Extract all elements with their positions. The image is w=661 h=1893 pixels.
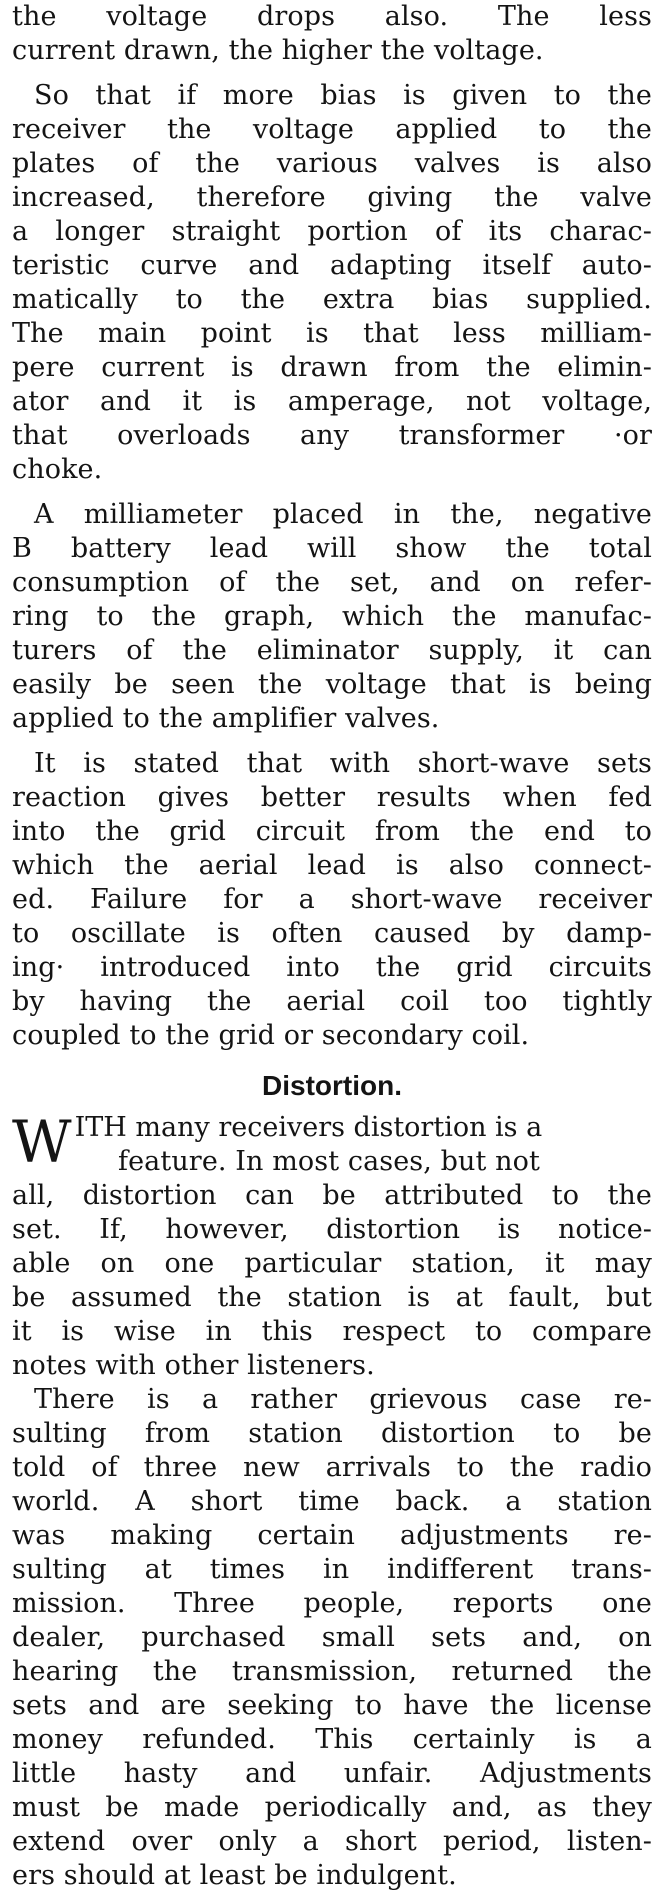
text-line: sulting at times in indifferent trans-	[12, 1554, 652, 1585]
distortion-paragraph-1	[12, 1108, 652, 1383]
text-line: a longer straight portion of its charac-	[12, 216, 652, 247]
text-line: that overloads any transformer ·or	[12, 420, 652, 451]
distortion-paragraph-2	[12, 1383, 652, 1893]
text-line: little hasty and unfair. Adjustments	[12, 1758, 652, 1789]
text-line: It is stated that with short-wave sets	[34, 748, 652, 779]
text-line: turers of the eliminator supply, it can	[12, 635, 652, 666]
text-line: teristic curve and adapting itself auto-	[12, 250, 652, 281]
text-line: all, distortion can be attributed to the	[12, 1180, 652, 1211]
text-line: notes with other listeners.	[12, 1350, 375, 1381]
text-line: pere current is drawn from the elimin-	[12, 352, 652, 383]
section-heading: Distortion.	[262, 1070, 402, 1101]
text-line: increased, therefore giving the valve	[12, 182, 652, 213]
text-line: dealer, purchased small sets and, on	[12, 1622, 652, 1653]
text-line: to oscillate is often caused by damp-	[12, 918, 652, 949]
text-line: feature. In most cases, but not	[118, 1146, 540, 1177]
text-line: current drawn, the higher the voltage.	[12, 35, 544, 66]
text-line: plates of the various valves is also	[12, 148, 652, 179]
text-line: receiver the voltage applied to the	[12, 114, 652, 145]
text-line: which the aerial lead is also connect-	[12, 850, 652, 881]
drop-cap: W	[12, 1108, 72, 1176]
text-line: extend over only a short period, listen-	[12, 1826, 652, 1857]
text-line: choke.	[12, 454, 103, 485]
text-line: ed. Failure for a short-wave receiver	[12, 884, 652, 915]
text-line: mission. Three people, reports one	[12, 1588, 652, 1619]
text-line: able on one particular station, it may	[12, 1248, 652, 1279]
article-column	[12, 0, 652, 1893]
text-line: world. A short time back. a station	[12, 1486, 652, 1517]
text-line: must be made periodically and, as they	[12, 1792, 652, 1823]
text-line: A milliameter placed in the, negative	[34, 499, 652, 530]
text-line: coupled to the grid or secondary coil.	[12, 1020, 530, 1051]
text-line: easily be seen the voltage that is being	[12, 669, 652, 700]
text-line: by having the aerial coil too tightly	[12, 986, 652, 1017]
text-line: sets and are seeking to have the license	[12, 1690, 652, 1721]
text-line: money refunded. This certainly is a	[12, 1724, 652, 1755]
text-line: set. If, however, distortion is notice-	[12, 1214, 652, 1245]
text-line: into the grid circuit from the end to	[12, 816, 652, 847]
text-line: matically to the extra bias supplied.	[12, 284, 652, 315]
text-line: it is wise in this respect to compare	[12, 1316, 652, 1347]
paragraph-4	[12, 747, 652, 1053]
text-line: ITH many receivers distortion is a	[74, 1112, 543, 1143]
text-line: consumption of the set, and on refer-	[12, 567, 652, 598]
text-line: The main point is that less milliam-	[12, 318, 652, 349]
text-line: There is a rather grievous case re-	[34, 1384, 652, 1415]
text-line: So that if more bias is given to the	[34, 80, 652, 111]
text-line: applied to the amplifier valves.	[12, 703, 440, 734]
paragraph-2	[12, 79, 652, 487]
paragraph-1	[12, 0, 652, 68]
text-line: ing· introduced into the grid circuits	[12, 952, 652, 983]
text-line: ring to the graph, which the manufac-	[12, 601, 652, 632]
text-line: told of three new arrivals to the radio	[12, 1452, 652, 1483]
text-line: sulting from station distortion to be	[12, 1418, 652, 1449]
text-line: be assumed the station is at fault, but	[12, 1282, 652, 1313]
paragraph-3	[12, 498, 652, 736]
text-line: ator and it is amperage, not voltage,	[12, 386, 652, 417]
text-line: reaction gives better results when fed	[12, 782, 652, 813]
text-line: hearing the transmission, returned the	[12, 1656, 652, 1687]
text-line: ers should at least be indulgent.	[12, 1860, 457, 1891]
text-line: the voltage drops also. The less	[12, 1, 652, 32]
text-line: B battery lead will show the total	[12, 533, 652, 564]
text-line: was making certain adjustments re-	[12, 1520, 652, 1551]
